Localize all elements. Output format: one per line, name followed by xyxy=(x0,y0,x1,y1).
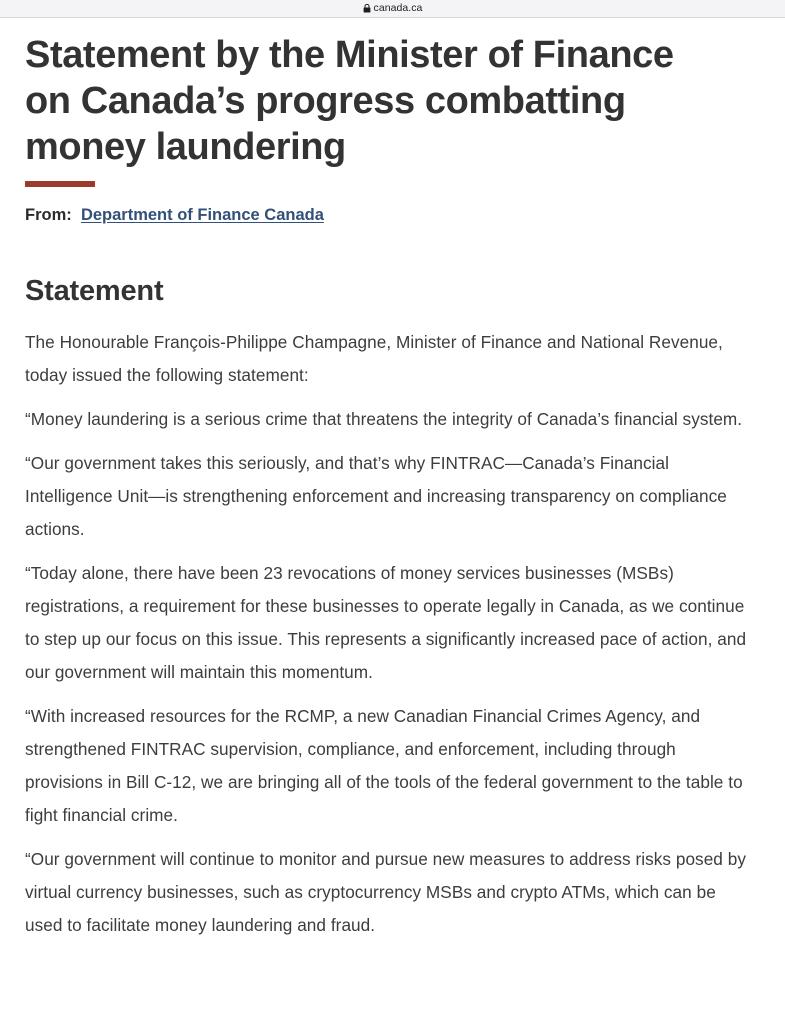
lock-icon xyxy=(363,4,371,13)
from-line xyxy=(25,204,758,226)
section-heading: Statement xyxy=(25,275,164,307)
browser-url-bar[interactable] xyxy=(0,0,785,18)
department-link[interactable]: Department of Finance Canada xyxy=(80,206,324,224)
statement-paragraph: “Our government takes this seriously, and that’s why FINTRAC—Canada’s Financial Intelligence Unit—is strengthening enforcement and increasing transparency on compliance actions. xyxy=(25,453,727,539)
from-label: From: xyxy=(25,206,72,224)
content-container xyxy=(0,18,785,942)
statement-paragraph: “Money laundering is a serious crime that threatens the integrity of Canada’s financial system. xyxy=(25,409,743,429)
url-text: canada.ca xyxy=(373,2,423,15)
statement-paragraph: “Today alone, there have been 23 revocations of money services businesses (MSBs) registrations, a requirement for these businesses to operate legally in Canada, as we continue to step up our focus on this issue. This represents a significantly increased pace of action, and our government will maintain this momentum. xyxy=(25,563,747,682)
url-chip[interactable] xyxy=(363,3,423,14)
statement-paragraph: The Honourable François-Philippe Champagne, Minister of Finance and National Revenue, today issued the following statement: xyxy=(25,332,723,385)
page-body xyxy=(0,18,785,1024)
statement-paragraph: “With increased resources for the RCMP, a new Canadian Financial Crimes Agency, and strengthened FINTRAC supervision, compliance, and enforcement, including through provisions in Bill C-12, we are bringing all of the tools of the federal government to the table to fight financial crime. xyxy=(25,706,743,825)
statement-paragraph: “Our government will continue to monitor and pursue new measures to address risks posed by virtual currency businesses, such as cryptocurrency MSBs and crypto ATMs, which can be used to facilitate money laundering and fraud. xyxy=(25,849,746,935)
page-title: Statement by the Minister of Finance on Canada’s progress combatting money laundering xyxy=(25,34,674,168)
title-underline-rule xyxy=(25,181,95,187)
